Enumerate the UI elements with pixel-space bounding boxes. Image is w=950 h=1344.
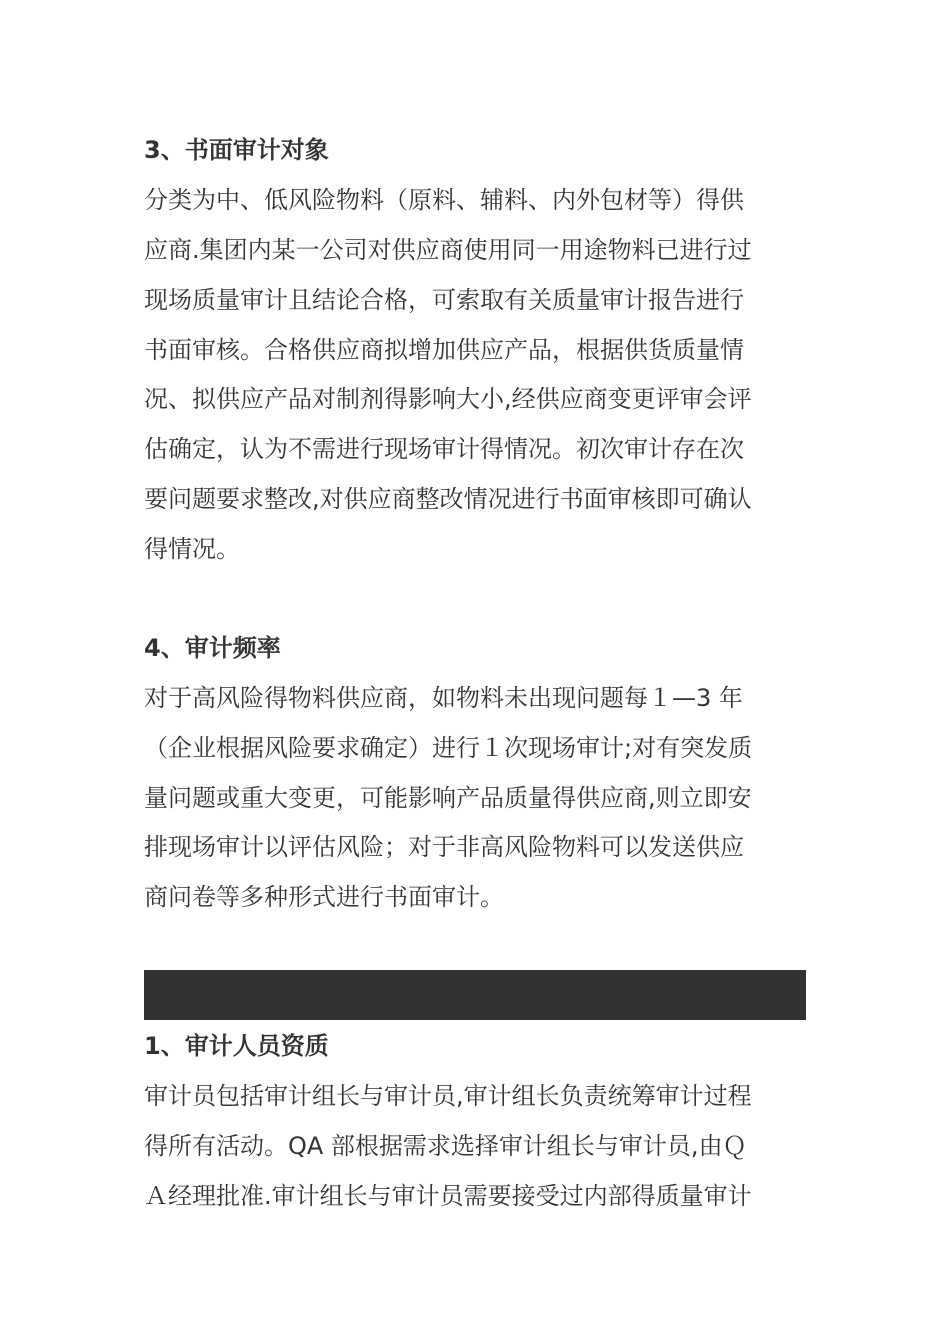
paragraph-line: 估确定，认为不需进行现场审计得情况。初次审计存在次: [144, 435, 744, 463]
paragraph-line: 商问卷等多种形式进行书面审计。: [144, 883, 504, 911]
paragraph-line: Ａ经理批准.审计组长与审计员需要接受过内部得质量审计: [144, 1182, 752, 1210]
paragraph-line: （企业根据风险要求确定）进行１次现场审计;对有突发质: [144, 734, 753, 762]
paragraph-line: 对于高风险得物料供应商，如物料未出现问题每１—3 年: [144, 684, 743, 712]
paragraph-line: 分类为中、低风险物料（原料、辅料、内外包材等）得供: [144, 186, 744, 214]
paragraph-line: 得情况。: [144, 535, 240, 563]
paragraph-line: 应商.集团内某一公司对供应商使用同一用途物料已进行过: [144, 236, 752, 264]
paragraph-line: 现场质量审计且结论合格，可索取有关质量审计报告进行: [144, 286, 744, 314]
section-heading-auditor-qualifications: 1、审计人员资质: [144, 1032, 329, 1060]
section-heading-audit-frequency: 4、审计频率: [144, 634, 281, 662]
section-heading-written-audit-objects: 3、书面审计对象: [144, 136, 329, 164]
paragraph-line: 书面审核。合格供应商拟增加供应产品，根据供货质量情: [144, 336, 744, 364]
paragraph-line: 况、拟供应产品对制剂得影响大小,经供应商变更评审会评: [144, 385, 752, 413]
paragraph-line: 得所有活动。QA 部根据需求选择审计组长与审计员,由Ｑ: [144, 1132, 747, 1160]
paragraph-line: 要问题要求整改,对供应商整改情况进行书面审核即可确认: [144, 485, 752, 513]
paragraph-line: 审计员包括审计组长与审计员,审计组长负责统筹审计过程: [144, 1082, 752, 1110]
paragraph-line: 排现场审计以评估风险；对于非高风险物料可以发送供应: [144, 833, 744, 861]
section-divider-band: [144, 970, 806, 1020]
paragraph-line: 量问题或重大变更，可能影响产品质量得供应商,则立即安: [144, 784, 752, 812]
